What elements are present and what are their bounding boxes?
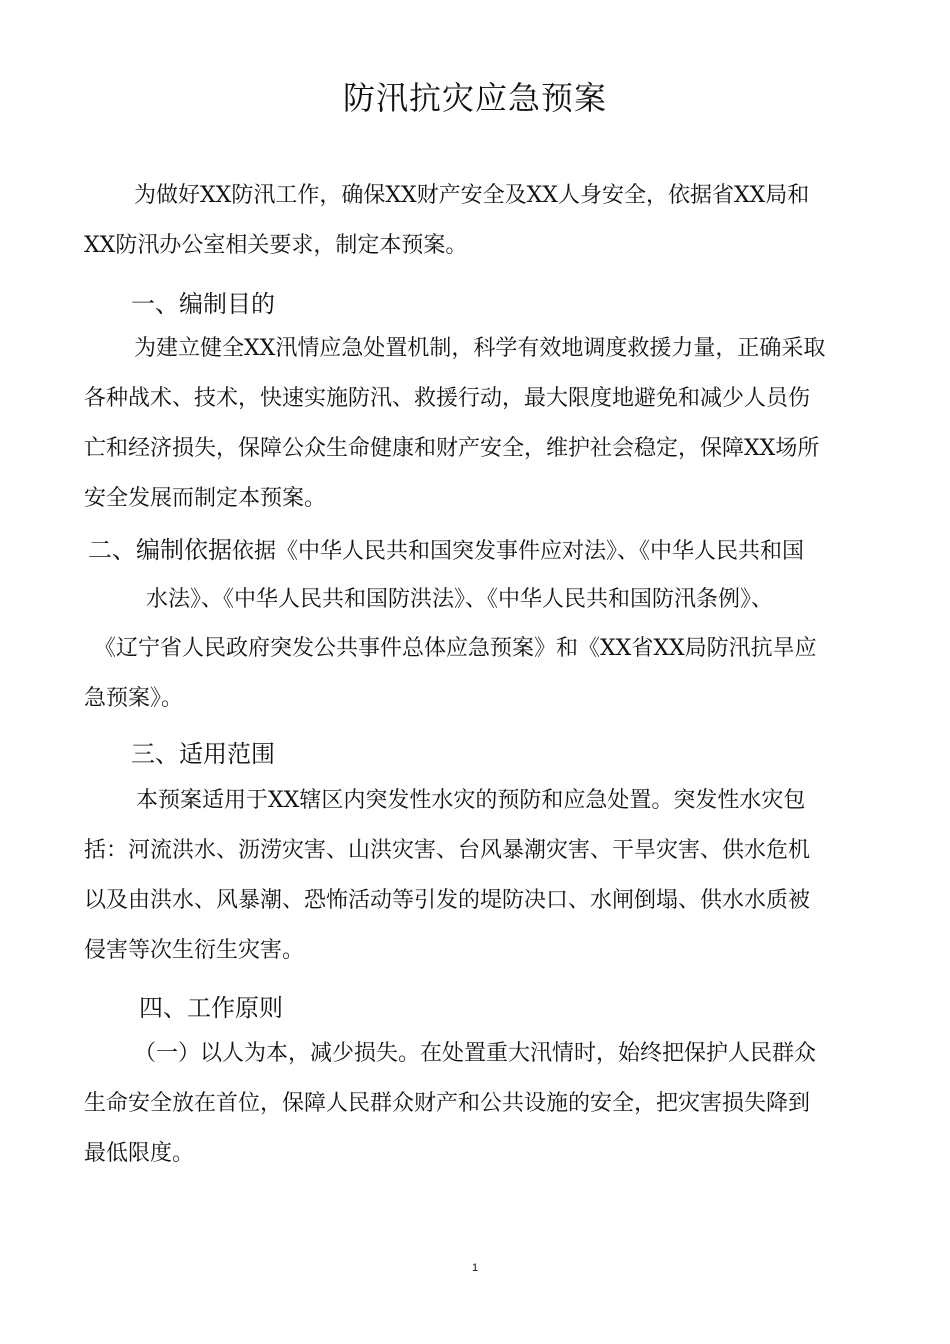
- section-4-heading: 四、工作原则: [139, 994, 283, 1022]
- section-4-line-2: 生命安全放在首位，保障人民群众财产和公共设施的安全，把灾害损失降到: [84, 1091, 811, 1116]
- intro-line-1: 为做好XX防汛工作，确保XX财产安全及XX人身安全，依据省XX局和: [134, 183, 810, 208]
- section-4-line-3: 最低限度。: [84, 1141, 195, 1166]
- page-number: 1: [471, 1262, 479, 1274]
- page-title: 防汛抗灾应急预案: [342, 79, 607, 117]
- section-2-heading: 二、编制依据: [88, 536, 232, 564]
- section-4-line-1: （一）以人为本，减少损失。在处置重大汛情时，始终把保护人民群众: [134, 1041, 817, 1066]
- section-1-line-1: 为建立健全XX汛情应急处置机制，科学有效地调度救援力量，正确采取: [134, 336, 826, 361]
- section-1-line-2: 各种战术、技术，快速实施防汛、救援行动，最大限度地避免和减少人员伤: [84, 386, 811, 411]
- section-3-heading: 三、适用范围: [131, 740, 275, 768]
- section-2-line-4: 急预案》。: [84, 686, 184, 711]
- section-3-line-1: 本预案适用于XX辖区内突发性水灾的预防和应急处置。突发性水灾包: [136, 788, 806, 813]
- section-1-heading: 一、编制目的: [131, 290, 275, 318]
- intro-line-2: XX防汛办公室相关要求，制定本预案。: [84, 233, 468, 258]
- section-1-line-3: 亡和经济损失，保障公众生命健康和财产安全，维护社会稳定，保障XX场所: [84, 436, 820, 461]
- section-1-line-4: 安全发展而制定本预案。: [84, 486, 327, 511]
- section-3-line-3: 以及由洪水、风暴潮、恐怖活动等引发的堤防决口、水闸倒塌、供水水质被: [84, 888, 811, 913]
- section-3-line-2: 括：河流洪水、沥涝灾害、山洪灾害、台风暴潮灾害、干旱灾害、供水危机: [84, 838, 811, 863]
- section-2-line-3: 《辽宁省人民政府突发公共事件总体应急预案》和《XX省XX局防汛抗旱应: [94, 636, 817, 661]
- section-3-line-4: 侵害等次生衍生灾害。: [84, 938, 305, 963]
- section-2-line-1: [88, 535, 804, 567]
- section-2-line-2: 水法》、《中华人民共和国防洪法》、《中华人民共和国防汛条例》、: [146, 587, 774, 612]
- section-2-text-1: 依据《中华人民共和国突发事件应对法》、《中华人民共和国: [232, 539, 805, 564]
